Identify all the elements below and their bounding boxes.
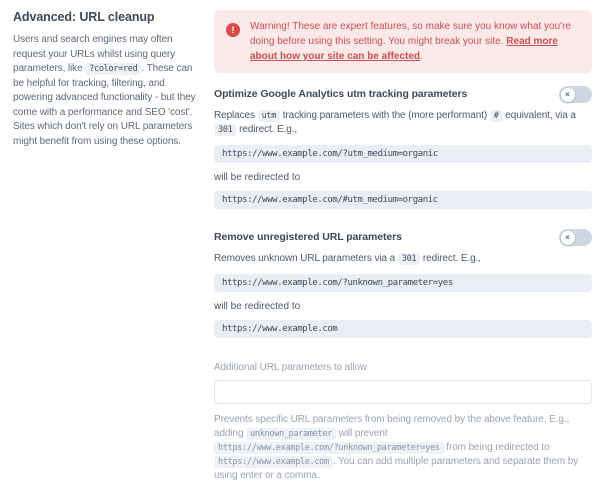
help-text: Prevents specific URL parameters from being removed by the above feature. E.g., adding (214, 414, 570, 439)
section-allow-params (214, 362, 592, 483)
redirect-label: will be redirected to (214, 172, 301, 183)
allow-params-label: Additional URL parameters to allow (214, 362, 367, 373)
inline-code-301: 301 (398, 253, 420, 265)
desc-text: Replaces (214, 110, 258, 121)
example-url-to: https://www.example.com/#utm_medium=organic (214, 191, 592, 209)
redirect-label: will be redirected to (214, 301, 301, 312)
inline-code-hash: # (490, 110, 503, 122)
inline-code-example-url-query: https://www.example.com/?unknown_parameter=yes (214, 442, 444, 454)
inline-code-color-red: ?color=red (85, 63, 141, 75)
help-text: from being redirected to (443, 442, 550, 453)
section-optimize-utm (214, 86, 592, 209)
section-optimize-utm-title: Optimize Google Analytics utm tracking parameters (214, 88, 468, 100)
desc-text: tracking parameters with the (more performant) (280, 110, 490, 121)
section-optimize-utm-description (214, 109, 592, 137)
help-text: will prevent (336, 428, 388, 439)
optimize-utm-toggle[interactable] (559, 86, 592, 103)
allow-params-help (214, 413, 592, 483)
page-title: Advanced: URL cleanup (13, 10, 155, 24)
allow-params-input[interactable] (214, 380, 592, 404)
intro-text-2: . These can be helpful for tracking, filtering, and powering advanced functionality - but they come with a performance and SEO 'cost'. Sites which don't rely on URL parameters might benefit from using these options. (13, 63, 196, 147)
inline-code-utm: utm (258, 110, 280, 122)
warning-banner (214, 10, 592, 73)
example-url-from: https://www.example.com/?utm_medium=organic (214, 145, 592, 163)
inline-code-unknown-parameter: unknown_parameter (246, 428, 336, 440)
warning-exclamation-icon: ! (226, 23, 240, 37)
page-intro (13, 33, 200, 149)
toggle-off-icon: × (561, 88, 575, 102)
section-remove-params-title: Remove unregistered URL parameters (214, 231, 402, 243)
help-text: . You can add multiple parameters and separate them by using enter or a comma. (214, 456, 579, 481)
warning-read-more-link[interactable]: Read more about how your site can be affected (250, 36, 558, 62)
desc-text: equivalent, via a (502, 110, 576, 121)
settings-description-panel (13, 10, 200, 483)
warning-link-suffix: . (420, 51, 423, 62)
example-url-to: https://www.example.com (214, 320, 592, 338)
example-url-from: https://www.example.com/?unknown_parameter=yes (214, 274, 592, 292)
section-remove-params-description (214, 252, 592, 266)
settings-main-panel (214, 10, 592, 483)
desc-text: redirect. E.g., (420, 253, 481, 264)
desc-text: Removes unknown URL parameters via a (214, 253, 398, 264)
inline-code-example-url: https://www.example.com (214, 456, 333, 468)
section-remove-params-header (214, 229, 592, 246)
toggle-off-icon: × (561, 231, 575, 245)
section-optimize-utm-header (214, 86, 592, 103)
intro-text-1: Users and search engines may often request your URLs whilst using query parameters, like (13, 34, 176, 74)
warning-text: Warning! These are expert features, so make sure you know what you're doing before using this setting. You might break your site. (250, 21, 571, 47)
inline-code-301: 301 (214, 124, 236, 136)
section-remove-params (214, 229, 592, 338)
warning-message (250, 19, 578, 64)
desc-text: redirect. E.g., (236, 124, 298, 135)
remove-params-toggle[interactable] (559, 229, 592, 246)
